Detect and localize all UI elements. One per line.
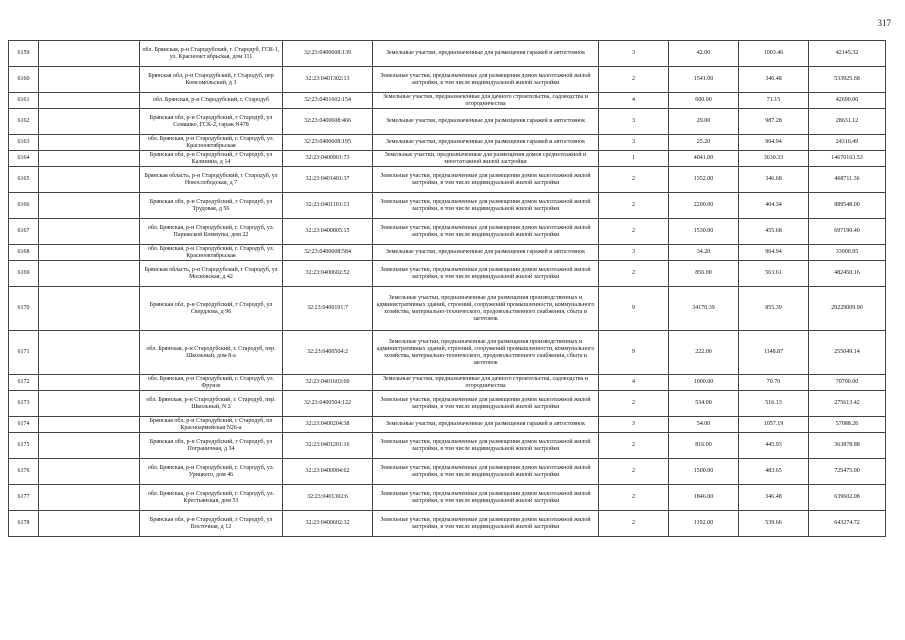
row-number: 6178 xyxy=(9,511,39,537)
area-cell: 1530.00 xyxy=(669,219,739,245)
area-cell: 4041.00 xyxy=(669,151,739,167)
cadastral-number-cell: 32:23:0400101:7 xyxy=(283,287,373,331)
table-row xyxy=(9,41,886,67)
table-row xyxy=(9,109,886,135)
specific-value-cell: 987.28 xyxy=(739,109,809,135)
area-cell: 600.00 xyxy=(669,93,739,109)
row-number: 6161 xyxy=(9,93,39,109)
spacer xyxy=(39,93,140,109)
cadastral-value-cell: 14670163.53 xyxy=(809,151,886,167)
row-number: 6175 xyxy=(9,433,39,459)
cadastral-value-cell: 57088.26 xyxy=(809,417,886,433)
cadastral-value-cell: 33000.95 xyxy=(809,245,886,261)
land-use-cell: Земельные участки, предназначенные для размещения домов малоэтажной жилой застройки, в том числе индивидуальной жилой застройки xyxy=(373,391,599,417)
table-row xyxy=(9,193,886,219)
cadastral-value-cell: 255049.14 xyxy=(809,331,886,375)
group-cell: 2 xyxy=(599,433,669,459)
specific-value-cell: 483.65 xyxy=(739,459,809,485)
cadastral-value-cell: 70700.00 xyxy=(809,375,886,391)
group-cell: 2 xyxy=(599,67,669,93)
area-cell: 1352.00 xyxy=(669,167,739,193)
land-use-cell: Земельные участки, предназначенные для размещения домов малоэтажной жилой застройки, в том числе индивидуальной жилой застройки xyxy=(373,67,599,93)
area-cell: 34.20 xyxy=(669,245,739,261)
group-cell: 2 xyxy=(599,459,669,485)
cadastral-value-cell: 889548.00 xyxy=(809,193,886,219)
land-use-cell: Земельные участки, предназначенные для размещения домов малоэтажной жилой застройки, в том числе индивидуальной жилой застройки xyxy=(373,485,599,511)
cadastral-number-cell: 32:23:0401302:6 xyxy=(283,485,373,511)
spacer xyxy=(39,287,140,331)
cadastral-value-cell: 275613.42 xyxy=(809,391,886,417)
table-row xyxy=(9,511,886,537)
specific-value-cell: 445.93 xyxy=(739,433,809,459)
row-number: 6164 xyxy=(9,151,39,167)
cadastral-number-cell: 32:23:0400901:73 xyxy=(283,151,373,167)
specific-value-cell: 964.94 xyxy=(739,245,809,261)
table-row xyxy=(9,433,886,459)
spacer xyxy=(39,433,140,459)
cadastral-number-cell: 32:23:0401401:37 xyxy=(283,167,373,193)
land-use-cell: Земельные участки, предназначенные для размещения домов малоэтажной жилой застройки, в том числе индивидуальной жилой застройки xyxy=(373,193,599,219)
group-cell: 3 xyxy=(599,109,669,135)
area-cell: 29.00 xyxy=(669,109,739,135)
table-row xyxy=(9,219,886,245)
specific-value-cell: 855.39 xyxy=(739,287,809,331)
cadastral-value-cell: 28631.12 xyxy=(809,109,886,135)
group-cell: 4 xyxy=(599,375,669,391)
specific-value-cell: 1057.19 xyxy=(739,417,809,433)
address-cell: Брянская область, р-н Стародубский, г Стародуб, ул Новослободская, д 7 xyxy=(140,167,283,193)
row-number: 6160 xyxy=(9,67,39,93)
cadastral-value-cell: 533925.68 xyxy=(809,67,886,93)
specific-value-cell: 70.70 xyxy=(739,375,809,391)
address-cell: Брянская обл, р-н Стародубский, г Стародуб, ул Калинина, д 14 xyxy=(140,151,283,167)
address-cell: Брянская обл, р-н Стародубский, г Стародуб, ул Восточная, д 12 xyxy=(140,511,283,537)
land-use-cell: Земельные участки, предназначенные для размещения домов малоэтажной жилой застройки, в том числе индивидуальной жилой застройки xyxy=(373,459,599,485)
group-cell: 3 xyxy=(599,135,669,151)
cadastral-value-cell: 29229009.90 xyxy=(809,287,886,331)
land-use-cell: Земельные участки, предназначенные для размещения домов малоэтажной жилой застройки, в том числе индивидуальной жилой застройки xyxy=(373,511,599,537)
cadastral-number-cell: 32:23:0400608:195 xyxy=(283,135,373,151)
group-cell: 9 xyxy=(599,331,669,375)
group-cell: 2 xyxy=(599,511,669,537)
land-use-cell: Земельные участки, предназначенные для размещения гаражей и автостоянок xyxy=(373,417,599,433)
table-row xyxy=(9,245,886,261)
table-body xyxy=(9,41,886,537)
specific-value-cell: 346.48 xyxy=(739,485,809,511)
specific-value-cell: 455.68 xyxy=(739,219,809,245)
specific-value-cell: 1003.46 xyxy=(739,41,809,67)
group-cell: 4 xyxy=(599,93,669,109)
group-cell: 3 xyxy=(599,417,669,433)
spacer xyxy=(39,135,140,151)
area-cell: 54.00 xyxy=(669,417,739,433)
row-number: 6170 xyxy=(9,287,39,331)
land-use-cell: Земельные участки, предназначенные для размещения гаражей и автостоянок xyxy=(373,135,599,151)
cadastral-value-cell: 42690.00 xyxy=(809,93,886,109)
address-cell: Брянская обл, р-н Стародубский, г Стародуб, пл Красноармейская N26-а xyxy=(140,417,283,433)
address-cell: Брянская обл, р-н Стародубский, г Стародуб, пер Комсомольский, д 3 xyxy=(140,67,283,93)
area-cell: 534.00 xyxy=(669,391,739,417)
row-number: 6174 xyxy=(9,417,39,433)
cadastral-value-cell: 42145.32 xyxy=(809,41,886,67)
row-number: 6172 xyxy=(9,375,39,391)
cadastral-value-cell: 24316.49 xyxy=(809,135,886,151)
address-cell: Брянская обл, р-н Стародубский, г Стародуб, ул Свердлова, д 96 xyxy=(140,287,283,331)
area-cell: 1541.00 xyxy=(669,67,739,93)
spacer xyxy=(39,193,140,219)
land-use-cell: Земельные участки, предназначенные для дачного строительства, садоводства и огородничества xyxy=(373,93,599,109)
spacer xyxy=(39,261,140,287)
group-cell: 1 xyxy=(599,151,669,167)
row-number: 6162 xyxy=(9,109,39,135)
cadastral-value-cell: 643274.72 xyxy=(809,511,886,537)
cadastral-number-cell: 32:23:0400504:2 xyxy=(283,331,373,375)
land-use-cell: Земельные участки, предназначенные для размещения производственных и административных зданий, строений, сооружений промышленности, коммунального хозяйства, материально-технического, продовольственного снабжения, сбыта и заготовок xyxy=(373,287,599,331)
cadastral-value-cell: 725475.00 xyxy=(809,459,886,485)
address-cell: Брянская область, р-н Стародубский, г Стародуб, ул Московская, д 42 xyxy=(140,261,283,287)
cadastral-number-cell: 32:23:0400904:62 xyxy=(283,459,373,485)
table-row xyxy=(9,459,886,485)
row-number: 6177 xyxy=(9,485,39,511)
cadastral-number-cell: 32:23:0401602:154 xyxy=(283,93,373,109)
land-use-cell: Земельные участки, предназначенные для размещения гаражей и автостоянок xyxy=(373,245,599,261)
address-cell: Брянская обл, р-н Стародубский, г Стародуб, ул Семашко, ГСК-2, гараж N478 xyxy=(140,109,283,135)
cadastral-number-cell: 32:23:0400602:52 xyxy=(283,261,373,287)
address-cell: обл. Брянская, р-н Стародубский, г. Стародуб, пер. Школьный, дом 8-а xyxy=(140,331,283,375)
cadastral-number-cell: 32:23:0401302:13 xyxy=(283,67,373,93)
address-cell: Брянская обл, р-н Стародубский, г Стародуб, ул Трудовая, д 56 xyxy=(140,193,283,219)
table-row xyxy=(9,485,886,511)
cadastral-number-cell: 32:23:0400608:466 xyxy=(283,109,373,135)
cadastral-value-cell: 639602.08 xyxy=(809,485,886,511)
group-cell: 2 xyxy=(599,391,669,417)
area-cell: 1846.00 xyxy=(669,485,739,511)
spacer xyxy=(39,151,140,167)
land-use-cell: Земельные участки, предназначенные для размещения гаражей и автостоянок xyxy=(373,109,599,135)
row-number: 6171 xyxy=(9,331,39,375)
group-cell: 2 xyxy=(599,167,669,193)
cadastral-value-cell: 697190.40 xyxy=(809,219,886,245)
specific-value-cell: 3630.33 xyxy=(739,151,809,167)
area-cell: 42.00 xyxy=(669,41,739,67)
group-cell: 9 xyxy=(599,287,669,331)
land-use-cell: Земельные участки, предназначенные для размещения домов малоэтажной жилой застройки, в том числе индивидуальной жилой застройки xyxy=(373,433,599,459)
cadastral-number-cell: 32:23:0401101:13 xyxy=(283,193,373,219)
spacer xyxy=(39,245,140,261)
group-cell: 3 xyxy=(599,41,669,67)
cadastral-number-cell: 32:23:0401603:60 xyxy=(283,375,373,391)
area-cell: 2200.00 xyxy=(669,193,739,219)
row-number: 6169 xyxy=(9,261,39,287)
specific-value-cell: 1148.87 xyxy=(739,331,809,375)
spacer xyxy=(39,459,140,485)
group-cell: 2 xyxy=(599,193,669,219)
specific-value-cell: 346.48 xyxy=(739,67,809,93)
cadastral-number-cell: 32:23:0400602:32 xyxy=(283,511,373,537)
cadastral-value-cell: 482450.16 xyxy=(809,261,886,287)
cadastral-number-cell: 32:23:0400204:38 xyxy=(283,417,373,433)
area-cell: 1192.00 xyxy=(669,511,739,537)
table-row xyxy=(9,417,886,433)
specific-value-cell: 516.13 xyxy=(739,391,809,417)
row-number: 6173 xyxy=(9,391,39,417)
group-cell: 2 xyxy=(599,219,669,245)
table-row xyxy=(9,287,886,331)
address-cell: обл. Брянская, р-н Стародубский, г. Стародуб, ул. Краснооктябрьская xyxy=(140,245,283,261)
cadastral-number-cell: 32:23:0401201:16 xyxy=(283,433,373,459)
address-cell: обл. Брянская, р-н Стародубский, г. Стародуб, ул. Крестьянская, дом 53 xyxy=(140,485,283,511)
table-row xyxy=(9,135,886,151)
spacer xyxy=(39,109,140,135)
specific-value-cell: 539.66 xyxy=(739,511,809,537)
group-cell: 2 xyxy=(599,261,669,287)
table-row xyxy=(9,261,886,287)
spacer xyxy=(39,417,140,433)
row-number: 6168 xyxy=(9,245,39,261)
row-number: 6167 xyxy=(9,219,39,245)
cadastral-value-cell: 363878.88 xyxy=(809,433,886,459)
address-cell: обл. Брянская, р-н Стародубский, г. Стародуб xyxy=(140,93,283,109)
table-row xyxy=(9,375,886,391)
specific-value-cell: 964.94 xyxy=(739,135,809,151)
row-number: 6165 xyxy=(9,167,39,193)
spacer xyxy=(39,41,140,67)
address-cell: обл. Брянская, р-н Стародубский, г. Стародуб, пер. Школьный, N 2 xyxy=(140,391,283,417)
cadastral-number-cell: 32:23:0400608:139 xyxy=(283,41,373,67)
specific-value-cell: 71.15 xyxy=(739,93,809,109)
table-row xyxy=(9,391,886,417)
row-number: 6159 xyxy=(9,41,39,67)
cadastral-value-cell: 468711.36 xyxy=(809,167,886,193)
spacer xyxy=(39,167,140,193)
address-cell: обл. Брянская, р-н Стародубский, г. Стародуб, ул. Краснооктябрьская xyxy=(140,135,283,151)
cadastral-number-cell: 32:23:0400805:15 xyxy=(283,219,373,245)
table-row xyxy=(9,331,886,375)
row-number: 6166 xyxy=(9,193,39,219)
spacer xyxy=(39,485,140,511)
address-cell: обл. Брянская, р-н Стародубский, г. Стародуб, ул. Урицкого, дом 46 xyxy=(140,459,283,485)
land-use-cell: Земельные участки, предназначенные для размещения домов малоэтажной жилой застройки, в том числе индивидуальной жилой застройки xyxy=(373,167,599,193)
area-cell: 856.00 xyxy=(669,261,739,287)
area-cell: 1500.00 xyxy=(669,459,739,485)
specific-value-cell: 563.61 xyxy=(739,261,809,287)
cadastral-number-cell: 32:23:0400608:584 xyxy=(283,245,373,261)
address-cell: обл. Брянская, р-н Стародубский, г. Стародуб, ул. Фрунзе xyxy=(140,375,283,391)
land-use-cell: Земельные участки, предназначенные для размещения домов малоэтажной жилой застройки, в том числе индивидуальной жилой застройки xyxy=(373,261,599,287)
land-use-cell: Земельные участки, предназначенные для размещения домов среднеэтажной и многоэтажной жилой застройки xyxy=(373,151,599,167)
table-row xyxy=(9,93,886,109)
specific-value-cell: 346.68 xyxy=(739,167,809,193)
address-cell: обл. Брянская, р-н Стародубский, г. Стародуб, ГСК-1, ул. Красноокт ябрьская, дом 111 xyxy=(140,41,283,67)
address-cell: обл. Брянская, р-н Стародубский, г. Стародуб, ул. Парижской Коммуны, дом 22 xyxy=(140,219,283,245)
area-cell: 25.20 xyxy=(669,135,739,151)
land-use-cell: Земельные участки, предназначенные для размещения производственных и административных зданий, строений, сооружений промышленности, коммунального хозяйства, материально-технического, продовольственного снабжения, сбыта и заготовок xyxy=(373,331,599,375)
land-use-cell: Земельные участки, предназначенные для дачного строительства, садоводства и огородничества xyxy=(373,375,599,391)
area-cell: 34170.39 xyxy=(669,287,739,331)
address-cell: Брянская обл, р-н Стародубский, г Стародуб, ул Пограничная, д 34 xyxy=(140,433,283,459)
table-row xyxy=(9,67,886,93)
group-cell: 3 xyxy=(599,245,669,261)
cadastral-value-table xyxy=(8,40,886,537)
cadastral-number-cell: 32:23:0400504:122 xyxy=(283,391,373,417)
area-cell: 1000.00 xyxy=(669,375,739,391)
spacer xyxy=(39,219,140,245)
table-row xyxy=(9,167,886,193)
spacer xyxy=(39,511,140,537)
area-cell: 222.00 xyxy=(669,331,739,375)
row-number: 6176 xyxy=(9,459,39,485)
spacer xyxy=(39,375,140,391)
spacer xyxy=(39,331,140,375)
spacer xyxy=(39,67,140,93)
group-cell: 2 xyxy=(599,485,669,511)
land-use-cell: Земельные участки, предназначенные для размещения домов малоэтажной жилой застройки, в том числе индивидуальной жилой застройки xyxy=(373,219,599,245)
row-number: 6163 xyxy=(9,135,39,151)
specific-value-cell: 404.34 xyxy=(739,193,809,219)
spacer xyxy=(39,391,140,417)
land-use-cell: Земельные участки, предназначенные для размещения гаражей и автостоянок xyxy=(373,41,599,67)
table-row xyxy=(9,151,886,167)
page-number: 317 xyxy=(877,18,891,28)
area-cell: 816.00 xyxy=(669,433,739,459)
